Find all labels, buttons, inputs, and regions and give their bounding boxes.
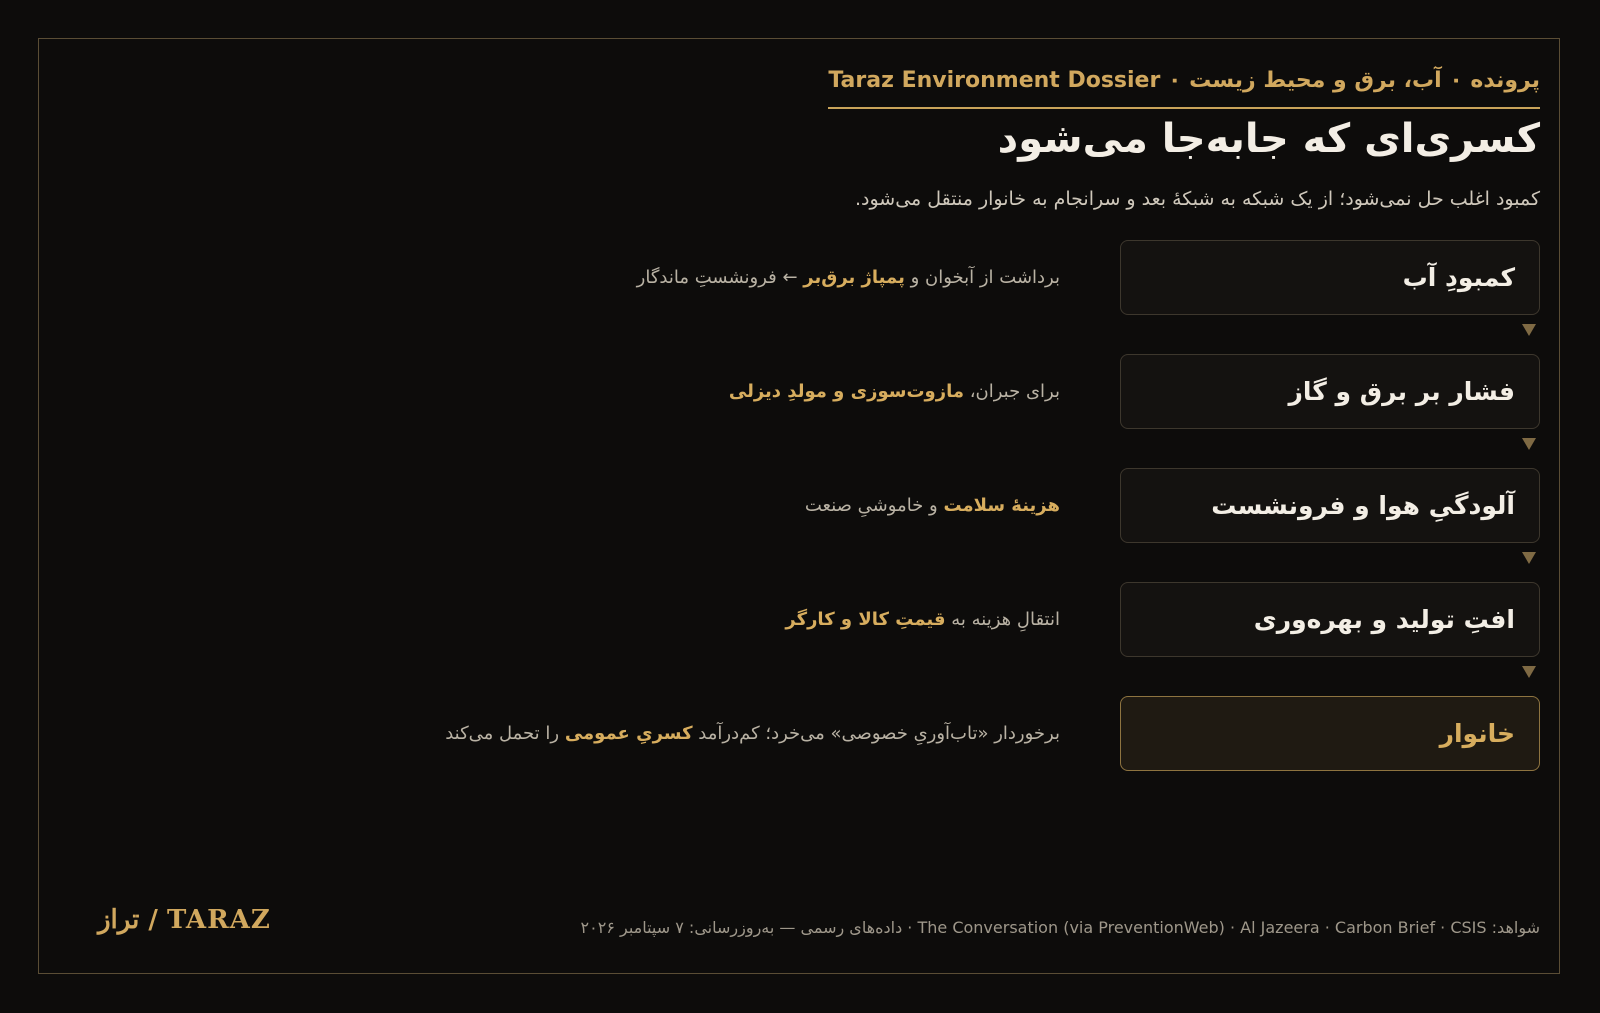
flow-step-household xyxy=(1120,696,1540,771)
page-title: کسری‌ای که جابه‌جا می‌شود xyxy=(997,116,1540,162)
desc-text: ← فرونشستِ ماندگار xyxy=(636,267,804,288)
page-subtitle: کمبود اغلب حل نمی‌شود؛ از یک شبکه به شبکهٔ بعد و سرانجام به خانوار منتقل می‌شود. xyxy=(854,188,1540,210)
desc-text: برداشت از آبخوان و xyxy=(904,267,1060,288)
desc-highlight: پمپاژ برق‌بر xyxy=(803,267,905,288)
desc-text: را تحمل می‌کند xyxy=(445,723,565,744)
desc-highlight: مازوت‌سوزی و مولدِ دیزلی xyxy=(728,381,964,402)
desc-text: و خاموشیِ صنعت xyxy=(804,495,944,516)
down-arrow-icon xyxy=(1522,552,1536,564)
desc-highlight: هزینهٔ سلامت xyxy=(943,495,1060,516)
desc-text: برخوردار «تاب‌آوریِ خصوصی» می‌خرد؛ کم‌درآمد xyxy=(692,723,1060,744)
desc-highlight: قیمتِ کالا و کارگر xyxy=(785,609,946,630)
flow-step-description xyxy=(729,354,1060,429)
desc-highlight: کسریِ عمومی xyxy=(564,723,693,744)
flow-step-label: فشار بر برق و گاز xyxy=(1288,377,1515,406)
flow-step-productivity-loss xyxy=(1120,582,1540,657)
sources-footnote: شواهد: The Conversation (via PreventionWeb) · Al Jazeera · Carbon Brief · CSIS · داده‌های رسمی — به‌روزرسانی: ۷ سپتامبر ۲۰۲۶ xyxy=(580,918,1540,937)
flow-step-description xyxy=(637,240,1060,315)
flow-step-label: افتِ تولید و بهره‌وری xyxy=(1253,605,1515,634)
flow-step-label: خانوار xyxy=(1439,719,1515,748)
desc-text: انتقالِ هزینه به xyxy=(945,609,1060,630)
flow-step-description xyxy=(445,696,1060,771)
down-arrow-icon xyxy=(1522,666,1536,678)
flow-step-water-shortage xyxy=(1120,240,1540,315)
flow-step-pollution-subsidence xyxy=(1120,468,1540,543)
flow-step-energy-pressure xyxy=(1120,354,1540,429)
desc-text: برای جبران، xyxy=(964,381,1060,402)
brand-logo: تراز / TARAZ xyxy=(98,905,271,935)
flow-step-label: کمبودِ آب xyxy=(1402,263,1515,292)
flow-step-description xyxy=(805,468,1060,543)
down-arrow-icon xyxy=(1522,438,1536,450)
dossier-kicker: پرونده ۰ آب، برق و محیط زیست ۰ Taraz Environment Dossier xyxy=(828,68,1540,109)
flow-step-label: آلودگیِ هوا و فرونشست xyxy=(1211,491,1515,520)
flow-step-description xyxy=(785,582,1060,657)
down-arrow-icon xyxy=(1522,324,1536,336)
